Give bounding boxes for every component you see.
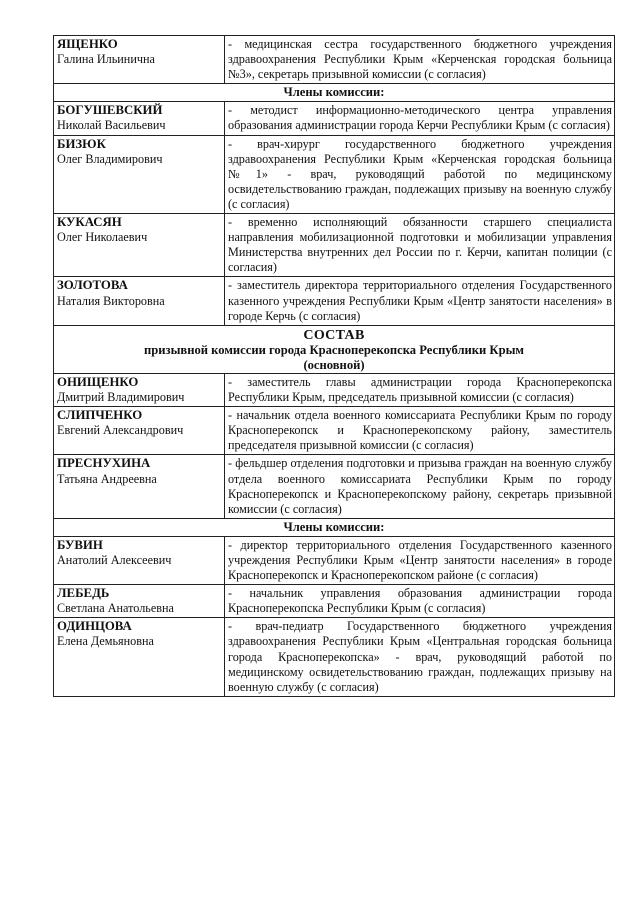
member-role: - заместитель директора территориального отделения Государственного казенного учреждения Республики Крым «Центр занятости населения» в городе Керчь (с согласия) bbox=[228, 278, 612, 323]
member-role: - врач-хирург государственного бюджетного учреждения здравоохранения Республики Крым «Керченская городская больница №1» - врач, руководящий работой по медицинскому освидетельствованию граждан, подлежащих призыву на военную службу (с согласия) bbox=[228, 136, 612, 211]
table-row bbox=[54, 618, 615, 696]
member-role: - директор территориального отделения Государственного казенного учреждения Республики Крым «Центр занятости населения» в городе Красноперекопск и Красноперекопском районе (с согласия) bbox=[228, 537, 612, 583]
member-surname: БУВИН bbox=[57, 537, 103, 552]
member-given-name: Наталия Викторовна bbox=[57, 293, 165, 308]
members-header: Члены комиссии: bbox=[54, 84, 615, 102]
member-role-cell bbox=[225, 585, 615, 618]
section-subtitle: призывной комиссии города Красноперекопска Республики Крым bbox=[144, 342, 524, 357]
section-title-cell bbox=[54, 325, 615, 373]
member-name-cell bbox=[54, 36, 225, 84]
member-name-cell bbox=[54, 373, 225, 406]
member-surname: БОГУШЕВСКИЙ bbox=[57, 103, 163, 118]
member-role: - временно исполняющий обязанности старшего специалиста направления мобилизационной подготовки и мобилизации управления Министерства внутренних дел России по г. Керчи, капитан полиции (с согласия) bbox=[228, 215, 612, 275]
section-subtitle-note: (основной) bbox=[303, 357, 365, 372]
member-given-name: Олег Николаевич bbox=[57, 230, 148, 245]
member-given-name: Дмитрий Владимирович bbox=[57, 390, 185, 405]
member-role-cell bbox=[225, 618, 615, 696]
section-title: СОСТАВ bbox=[303, 327, 365, 343]
member-name-cell bbox=[54, 277, 225, 325]
member-given-name: Николай Васильевич bbox=[57, 118, 166, 133]
member-surname: СЛИПЧЕНКО bbox=[57, 408, 143, 423]
member-name-cell bbox=[54, 455, 225, 518]
member-surname: ЛЕБЕДЬ bbox=[57, 586, 110, 601]
section-header-row bbox=[54, 518, 615, 536]
member-given-name: Светлана Анатольевна bbox=[57, 601, 174, 616]
table-row bbox=[54, 36, 615, 84]
member-role: - начальник управления образования администрации города Красноперекопска Республики Крым (с согласия) bbox=[228, 586, 612, 616]
member-role-cell bbox=[225, 373, 615, 406]
member-role-cell bbox=[225, 214, 615, 277]
member-role: - фельдшер отделения подготовки и призыва граждан на военную службу отдела военного комиссариата Республики Крым по городу Красноперекопск и Красноперекопскому району, секретарь призывной комиссии (с согласия) bbox=[228, 456, 612, 516]
table-row bbox=[54, 214, 615, 277]
member-name-cell bbox=[54, 214, 225, 277]
member-name-cell bbox=[54, 536, 225, 584]
member-surname: ЯЩЕНКО bbox=[57, 37, 118, 51]
member-role-cell bbox=[225, 36, 615, 84]
member-surname: ОДИНЦОВА bbox=[57, 619, 132, 634]
member-surname: ЗОЛОТОВА bbox=[57, 278, 128, 293]
member-role-cell bbox=[225, 102, 615, 135]
members-header: Члены комиссии: bbox=[54, 518, 615, 536]
member-role: - врач-педиатр Государственного бюджетного учреждения здравоохранения Республики Крым «Центральная городская больница города Красноперекопска» - врач, руководящий работой по медицинскому освидетельствованию граждан, подлежащих призыву на военную службу (с согласия) bbox=[228, 619, 612, 694]
member-name-cell bbox=[54, 102, 225, 135]
member-surname: КУКАСЯН bbox=[57, 215, 122, 230]
member-given-name: Галина Ильинична bbox=[57, 52, 155, 67]
member-name-cell bbox=[54, 618, 225, 696]
member-role: - методист информационно-методического центра управления образования администрации города Керчи Республики Крым (с согласия) bbox=[228, 103, 612, 133]
member-role-cell bbox=[225, 135, 615, 213]
member-given-name: Елена Демьяновна bbox=[57, 634, 154, 649]
table-row bbox=[54, 277, 615, 325]
table-row bbox=[54, 102, 615, 135]
member-role-cell bbox=[225, 455, 615, 518]
member-surname: ПРЕСНУХИНА bbox=[57, 456, 151, 471]
section-header-row bbox=[54, 84, 615, 102]
commission-table bbox=[53, 35, 615, 697]
table-row bbox=[54, 135, 615, 213]
section-title-row bbox=[54, 325, 615, 373]
table-row bbox=[54, 536, 615, 584]
document-page bbox=[53, 35, 615, 697]
member-name-cell bbox=[54, 407, 225, 455]
member-role-cell bbox=[225, 407, 615, 455]
member-given-name: Евгений Александрович bbox=[57, 423, 184, 438]
member-role: - начальник отдела военного комиссариата Республики Крым по городу Красноперекопск и Красноперекопскому району, заместитель председателя призывной комиссии (с согласия) bbox=[228, 408, 612, 453]
member-name-cell bbox=[54, 585, 225, 618]
table-row bbox=[54, 373, 615, 406]
table-row bbox=[54, 407, 615, 455]
member-role-cell bbox=[225, 536, 615, 584]
member-role: - медицинская сестра государственного бюджетного учреждения здравоохранения Республики Крым «Керченская городская больница №3», секретарь призывной комиссии (с согласия) bbox=[228, 37, 612, 82]
member-given-name: Олег Владимирович bbox=[57, 151, 163, 166]
table-row bbox=[54, 455, 615, 518]
member-surname: ОНИЩЕНКО bbox=[57, 374, 139, 389]
table-row bbox=[54, 585, 615, 618]
member-surname: БИЗЮК bbox=[57, 136, 106, 151]
member-given-name: Татьяна Андреевна bbox=[57, 471, 157, 486]
member-given-name: Анатолий Алексеевич bbox=[57, 553, 172, 567]
member-role: - заместитель главы администрации города Красноперекопска Республики Крым, председатель призывной комиссии (с согласия) bbox=[228, 374, 612, 405]
member-name-cell bbox=[54, 135, 225, 213]
member-role-cell bbox=[225, 277, 615, 325]
